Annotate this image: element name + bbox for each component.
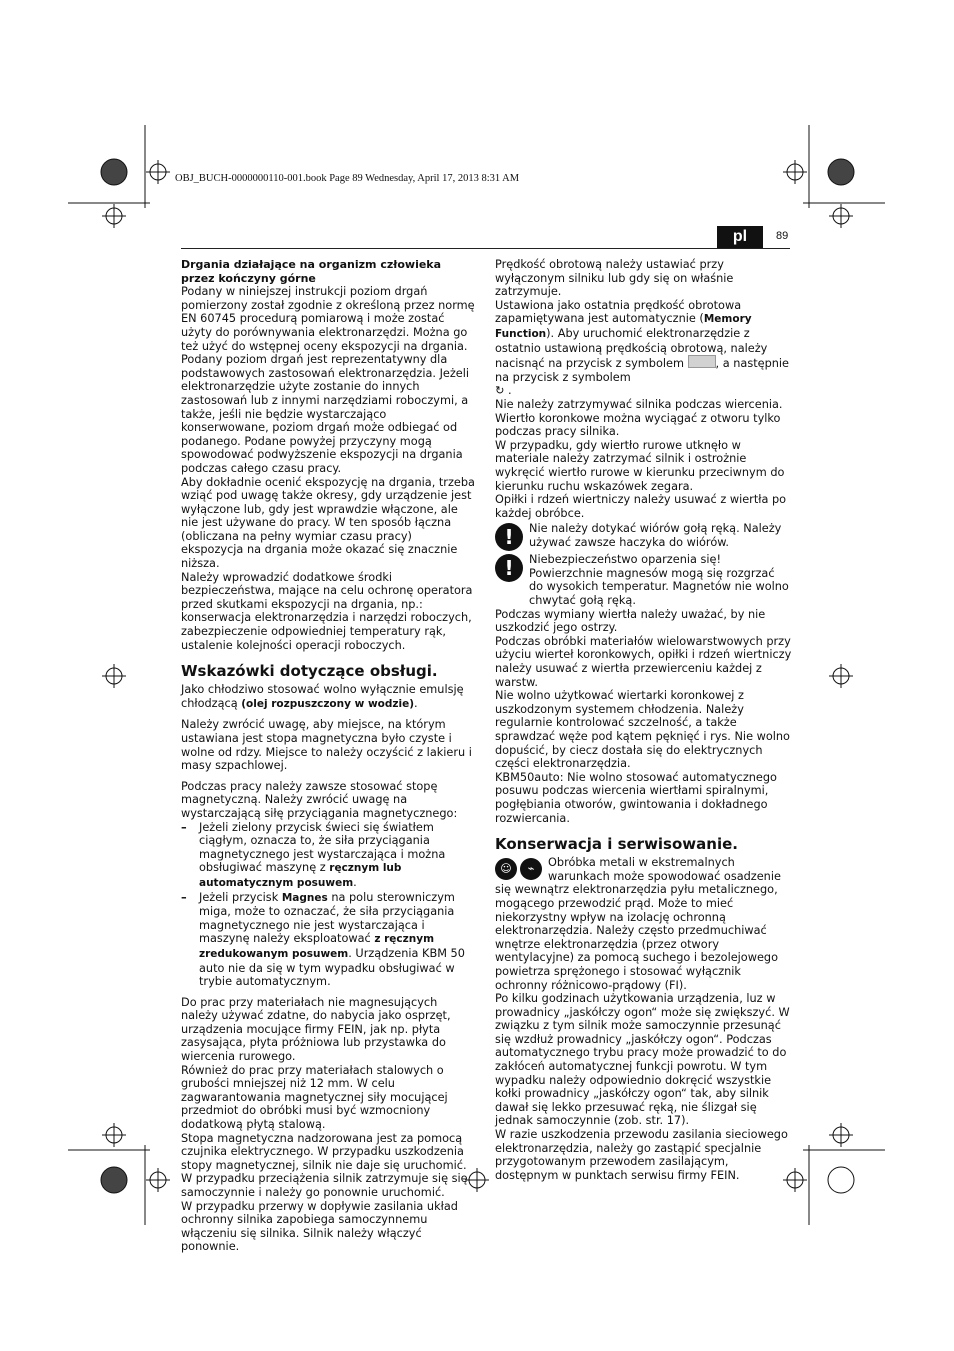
operation-heading: Wskazówki dotyczące obsługi.: [181, 662, 438, 681]
paragraph: Podany poziom drgań jest reprezentatywny dla podstawowych zastosowań elektronarzędzia. Jeżeli elektronarzędzie użyte zostanie do innych zastosowań lub z innymi narzędziami roboczymi, a także, jeśli nie będzie wystarczająco konserwowane, poziom drgań może odbiegać od podanego. Podane powyżej przyczyny mogą spowodować podwyższenie ekspozycji na drgania podczas całego czasu pracy.: [181, 353, 470, 475]
paragraph: Wiertło koronkowe można wyciągać z otworu tylko podczas pracy silnika.: [495, 411, 781, 439]
paragraph: Podczas obróbki materiałów wielowarstwowych przy użyciu wierteł koronkowych, opiłki i rdzeń wiertniczy należy usuwać z wiertła przewierceniu każdej z warstw.: [495, 634, 792, 689]
paragraph: Po kilku godzinach użytkowania urządzenia, luz w prowadnicy „jaskółczy ogon“ może się zwiększyć. W związku z tym silnik może samoczynnie przesunąć się wzdłuż prowadnicy „jaskółczy ogon“. Podczas automatycznego trybu pracy może prowadzić to do zakłóceń automatycznej funkcji powrotu. W tym wypadku należy odpowiednio dokręcić wszystkie kołki prowadnicy „jaskółczy ogon“ tak, aby silnik dawał się lekko przesuwać ręką, nie ślizgał się jednak samoczynnie (zob. str. 17).: [495, 992, 790, 1128]
paragraph: Nie wolno użytkować wiertarki koronkowej z uszkodzonym systemem chłodzenia. Należy regularnie kontrolować szczelność, a także sprawdzać węże pod kątem pęknięć i rys. Nie wolno dopuścić, by ciecz dostała się do elektrycznych części elektronarzędzia.: [495, 689, 790, 771]
dash-marker: –: [181, 890, 187, 904]
paragraph: Prędkość obrotową należy ustawiać przy wyłączonym silniku lub gdy się on właśnie zatrzymuje.: [495, 258, 734, 299]
file-header: OBJ_BUCH-0000000110-001.book Page 89 Wednesday, April 17, 2013 8:31 AM: [175, 173, 520, 184]
paragraph: Również do prac przy materiałach stalowych o grubości mniejszej niż 12 mm. W celu zagwarantowania magnetycznej siły mocującej przedmiot do obróbki musi być wzmocniony dodatkową płytą stalową.: [181, 1063, 448, 1132]
paragraph: Podczas wymiany wiertła należy uważać, by nie uszkodzić jego ostrzy.: [495, 607, 766, 635]
paragraph: KBM50auto: Nie wolno stosować automatycznego posuwu podczas wiercenia wiertłami spiralnymi, pogłębiania otworów, gwintowania i dokładnego rozwiercania.: [495, 770, 777, 825]
paragraph: Aby dokładnie ocenić ekspozycję na drgania, trzeba wziąć pod uwagę także okresy, gdy urządzenie jest wyłączone lub, gdy jest wprawdzie włączone, ale nie jest używane do pracy. W ten sposób łączna (obliczana na pełny wymiar czasu pracy) ekspozycja na drgania może okazać się znacznie niższa.: [181, 475, 475, 571]
page-number: 89: [776, 230, 789, 242]
vibration-heading: Drgania działające na organizm człowieka przez kończyny górne: [181, 258, 442, 285]
left-column: [181, 258, 477, 1254]
exclamation-icon: !: [495, 554, 523, 582]
list-item: – Jeżeli przycisk Magnes na polu sterowniczym miga, może to oznaczać, że siła przyciągania magnetycznego nie jest wystarczająca i maszynę należy eksploatować z ręcznym zredukowanym posuwem. Urządzenia KBM 50 auto nie da się w tym wypadku obsługiwać w trybie automatycznym.: [181, 890, 465, 989]
paragraph: Jako chłodziwo stosować wolno wyłącznie emulsję chłodzącą (olej rozpuszczony w wodzie).: [181, 683, 464, 710]
paragraph: Należy zwrócić uwagę, aby miejsce, na którym ustawiana jest stopa magnetyczna było czyste i wolne od rdzy. Miejsce to należy oczyścić z lakieru i masy szpachlowej.: [181, 718, 472, 773]
paragraph: W przypadku przeciążenia silnik zatrzymuje się się samoczynnie i należy go ponownie uruchomić.: [181, 1172, 468, 1199]
exclamation-icon: !: [495, 523, 523, 551]
paragraph: W przypadku, gdy wiertło rurowe utknęło w materiale należy zatrzymać silnik i ostrożnie wykręcić wiertło rurowe w kierunku przeciwnym do kierunku ruchu wskazówek zegara.: [495, 438, 785, 493]
paragraph: Do prac przy materiałach nie magnesujących należy używać zdatne, do nabycia jako osprzęt, urządzenia mocujące firmy FEIN, jak np. płyta zasysająca, płyta próżniowa lub przystawka do wiercenia rurowego.: [181, 995, 451, 1064]
fi-switch-icon: ⌁: [520, 858, 542, 880]
warning-note: ! Niebezpieczeństwo oparzenia się! Powierzchnie magnesów mogą się rozgrzać do wysokich temperatur. Magnetów nie wolno chwytać gołą ręką.: [495, 553, 792, 607]
paragraph: Opiłki i rdzeń wiertniczy należy usuwać z wiertła po każdej obróbce.: [495, 493, 787, 520]
paragraph: Podany w niniejszej instrukcji poziom drgań pomierzony został zgodnie z określoną przez normę EN 60745 procedurą pomiarową i może zostać użyty do porównywania elektronarzędzi. Można go też użyć do wstępnej oceny ekspozycji na drgania.: [181, 285, 475, 353]
paragraph: Podczas pracy należy zawsze stosować stopę magnetyczną. Należy zwrócić uwagę na wystarczającą siłę przyciągania magnetycznego:: [181, 779, 458, 820]
header-rule: [181, 248, 790, 249]
paragraph: Stopa magnetyczna nadzorowana jest za pomocą czujnika elektrycznego. W przypadku uszkodzenia stopy magnetycznej, silnik nie daje się uruchomić.: [181, 1131, 467, 1172]
button-icon: [688, 355, 716, 368]
face-mask-icon: ☺: [495, 858, 517, 880]
paragraph: Ustawiona jako ostatnia prędkość obrotowa zapamiętywana jest automatycznie (Memory Function). Aby uruchomić elektronarzędzie z ostatnio ustawioną prędkością obrotową, należy nacisnąć na przycisk z symbolem , a następnie na przycisk z symbolem ↻ .: [495, 298, 790, 398]
paragraph: ☺ ⌁ Obróbka metali w ekstremalnych warunkach może spowodować osadzenie się wewnątrz elektronarzędzia pyłu metalicznego, mogącego przewodzić prąd. Może to mieć niekorzystny wpływ na izolację ochronną elektronarzędzia. Należy często przedmuchiwać wnętrze elektronarzędzia (przez otwory wentylacyjne) za pomocą suchego i bezolejowego powietrza sprężonego i stosować wyłącznik ochronny różnicowo-prądowy (FI).: [495, 856, 781, 992]
maintenance-heading: Konserwacja i serwisowanie.: [495, 835, 738, 854]
dash-marker: –: [181, 820, 187, 834]
paragraph: W przypadku przerwy w dopływie zasilania układ ochronny silnika zapobiega samoczynnemu włączeniu się silnika. Silnik należy włączyć ponownie.: [181, 1199, 458, 1254]
rotation-icon: ↻: [495, 384, 505, 398]
paragraph: Należy wprowadzić dodatkowe środki bezpieczeństwa, mające na celu ochronę operatora przed skutkami ekspozycji na drgania, np.: konserwacja elektronarzędzia i narzędzi roboczych, zabezpieczenie odpowiedniej temperatury rąk, ustalenie kolejności operacji roboczych.: [181, 570, 473, 652]
list-item: – Jeżeli zielony przycisk świeci się światłem ciągłym, oznacza to, że siła przyciągania magnetycznego jest wystarczająca i można obsługiwać maszynę z ręcznym lub automatycznym posuwem.: [181, 820, 446, 889]
language-badge: pl: [717, 226, 763, 248]
warning-note: ! Nie należy dotykać wiórów gołą ręką. Należy używać zawsze haczyka do wiórów.: [495, 522, 792, 551]
paragraph: Nie należy zatrzymywać silnika podczas wiercenia.: [495, 397, 783, 411]
right-column: [495, 258, 792, 1182]
paragraph: W razie uszkodzenia przewodu zasilania sieciowego elektronarzędzia, należy go zastąpić specjalnie przygotowanym przewodem zasilającym, dostępnym w punktach serwisu firmy FEIN.: [495, 1128, 788, 1182]
